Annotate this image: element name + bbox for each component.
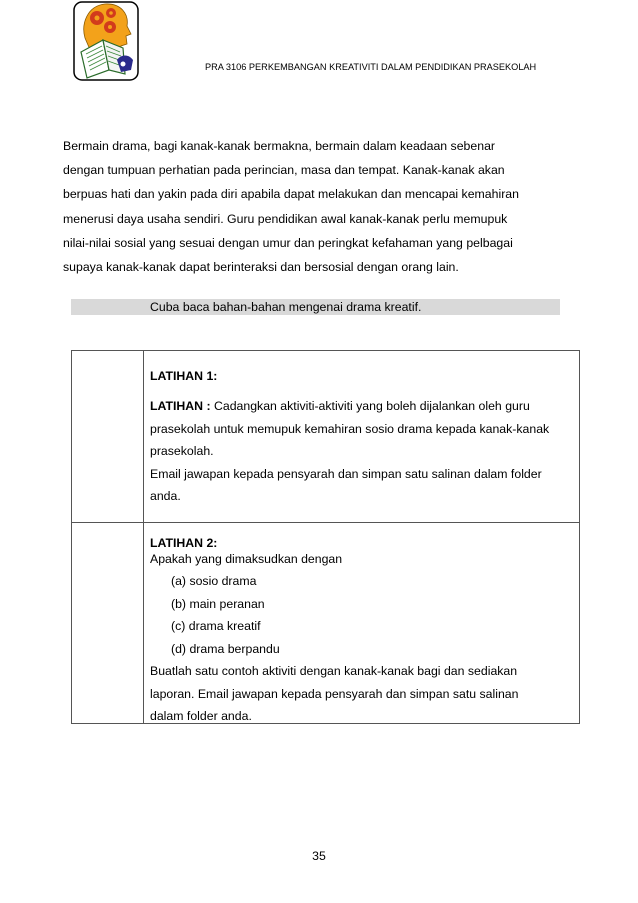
exercise-2 xyxy=(150,536,574,728)
exercise-2-closing-line: dalam folder anda. xyxy=(150,709,252,723)
intro-paragraph-line: menerusi daya usaha sendiri. Guru pendidikan awal kanak-kanak perlu memupuk xyxy=(63,211,508,226)
exercise-2-intro: Apakah yang dimaksudkan dengan xyxy=(150,552,343,566)
intro-paragraph-line: dengan tumpuan perhatian pada perincian, masa dan tempat. Kanak-kanak akan xyxy=(63,163,505,178)
exercise-1 xyxy=(150,367,574,508)
exercise-2-item: (a) sosio drama xyxy=(171,574,257,588)
exercise-1-line: Email jawapan kepada pensyarah dan simpan satu salinan dalam folder xyxy=(150,466,542,481)
exercise-1-line: prasekolah. xyxy=(150,444,214,458)
exercise-2-item: (c) drama kreatif xyxy=(171,619,261,633)
exercise-table-row-divider xyxy=(72,522,579,523)
exercise-2-item: (b) main peranan xyxy=(171,596,265,611)
exercise-table-column-divider xyxy=(143,351,144,723)
intro-paragraph-line: Bermain drama, bagi kanak-kanak bermakna, bermain dalam keadaan sebenar xyxy=(63,139,496,153)
exercise-1-lead: LATIHAN : xyxy=(150,399,211,413)
exercise-2-heading: LATIHAN 2: xyxy=(150,536,218,550)
exercise-1-line: prasekolah untuk memupuk kemahiran sosio drama kepada kanak-kanak xyxy=(150,421,550,436)
module-logo xyxy=(73,0,140,82)
exercise-1-heading: LATIHAN 1: xyxy=(150,369,218,383)
tip-text: Cuba baca bahan-bahan mengenai drama kreatif. xyxy=(150,300,422,314)
page-number: 35 xyxy=(312,849,326,863)
intro-paragraph-line: nilai-nilai sosial yang sesuai dengan umur dan peringkat kefahaman yang pelbagai xyxy=(63,235,513,250)
intro-paragraph-line: berpuas hati dan yakin pada diri apabila dapat melakukan dan mencapai kemahiran xyxy=(63,187,519,202)
module-logo-icon xyxy=(73,0,140,82)
exercise-1-line-text: Cadangkan aktiviti-aktiviti yang boleh dijalankan oleh guru xyxy=(213,399,530,413)
exercise-2-item: (d) drama berpandu xyxy=(171,641,280,656)
intro-paragraph-line: supaya kanak-kanak dapat berinteraksi dan bersosial dengan orang lain. xyxy=(63,260,459,275)
exercise-2-item-list xyxy=(150,570,574,660)
exercise-1-line xyxy=(150,395,574,418)
exercise-2-closing-line: Buatlah satu contoh aktiviti dengan kanak-kanak bagi dan sediakan xyxy=(150,664,518,678)
intro-paragraph xyxy=(63,134,560,279)
exercise-2-closing-line: laporan. Email jawapan kepada pensyarah dan simpan satu salinan xyxy=(150,686,519,701)
exercise-1-line: anda. xyxy=(150,489,181,503)
running-header: PRA 3106 PERKEMBANGAN KREATIVITI DALAM PENDIDIKAN PRASEKOLAH xyxy=(205,62,537,72)
